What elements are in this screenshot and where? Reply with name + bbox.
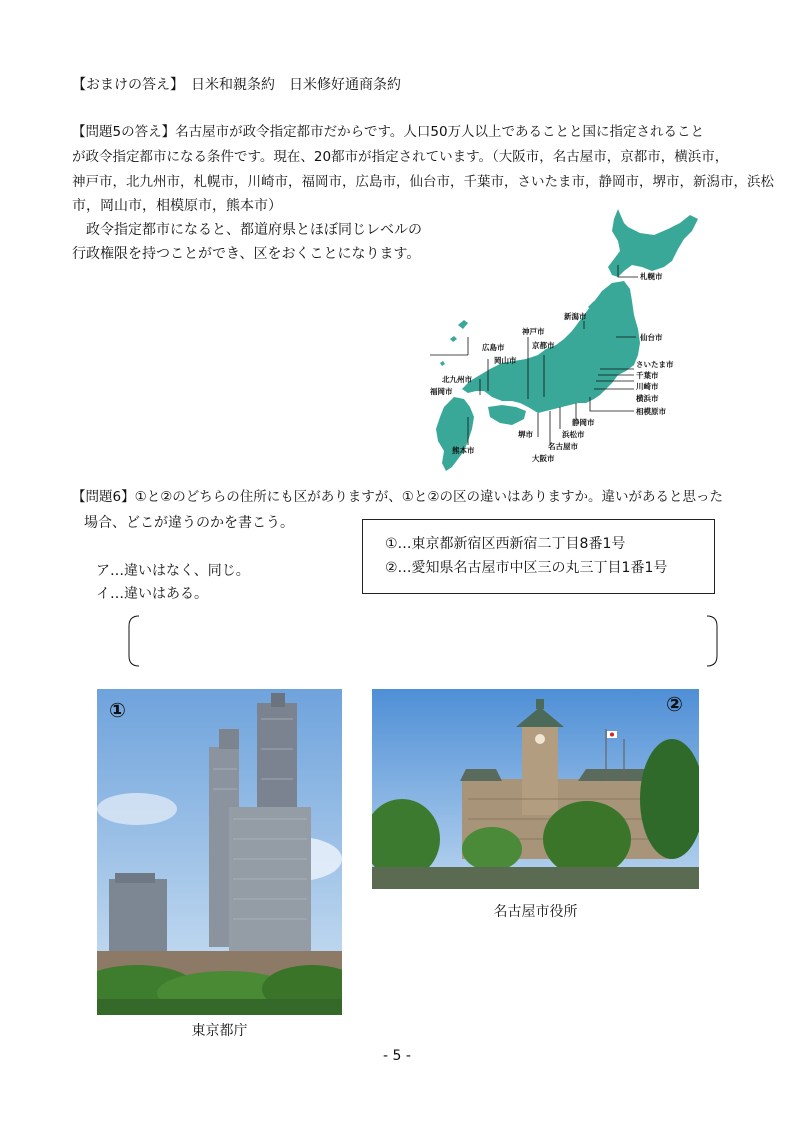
map-label-hiroshima: 広島市 — [482, 343, 505, 352]
photo-1-badge: ① — [109, 698, 126, 722]
map-label-fukuoka: 福岡市 — [430, 387, 453, 396]
address-1: ①…東京都新宿区西新宿二丁目8番1号 — [385, 536, 626, 552]
map-label-kawasaki: 川崎市 — [636, 382, 659, 391]
address-2: ②…愛知県名古屋市中区三の丸三丁目1番1号 — [385, 560, 668, 576]
nagoya-building-image — [372, 689, 699, 889]
map-label-sakai: 堺市 — [518, 430, 533, 439]
answer-bracket[interactable] — [127, 614, 719, 668]
map-label-hamamatsu: 浜松市 — [562, 430, 585, 439]
map-label-kobe: 神戸市 — [522, 327, 545, 336]
map-label-kitakyushu: 北九州市 — [442, 375, 472, 384]
q5-line-4: 市，岡山市，相模原市，熊本市） — [72, 198, 282, 214]
address-box — [362, 519, 715, 594]
map-label-sapporo: 札幌市 — [640, 272, 663, 281]
photo-2-badge: ② — [666, 692, 683, 716]
map-label-nagoya: 名古屋市 — [548, 442, 578, 451]
map-label-kumamoto: 熊本市 — [452, 446, 475, 455]
tokyo-building-image — [97, 689, 342, 1015]
map-label-osaka: 大阪市 — [532, 454, 555, 463]
map-label-saitama: さいたま市 — [636, 360, 674, 369]
q6-line-2: 場合、どこが違うのかを書こう。 — [84, 515, 294, 531]
tokyo-caption: 東京都庁 — [191, 1023, 248, 1039]
q6-line-1: 【問題6】①と②のどちらの住所にも区がありますが、①と②の区の違いはありますか。違いがあると思った — [72, 489, 723, 505]
japan-map — [428, 205, 710, 477]
q5-line-3: 神戸市，北九州市，札幌市，川崎市，福岡市，広島市，仙台市，千葉市，さいたま市，静岡市，堺市，新潟市，浜松 — [72, 174, 774, 190]
q5-line-5: 政令指定都市になると、都道府県とほぼ同じレベルの — [72, 222, 422, 238]
q5-line-1: 【問題5の答え】名古屋市が政令指定都市だからです。人口50万人以上であることと国に指定されること — [72, 124, 705, 140]
map-label-sendai: 仙台市 — [640, 333, 663, 342]
map-label-yokohama: 横浜市 — [636, 394, 659, 403]
map-label-kyoto: 京都市 — [532, 341, 555, 350]
nagoya-photo — [372, 689, 699, 889]
map-label-niigata: 新潟市 — [564, 312, 587, 321]
option-a: ア…違いはなく、同じ。 — [96, 563, 250, 579]
map-label-chiba: 千葉市 — [636, 371, 659, 380]
map-label-shizuoka: 静岡市 — [572, 418, 595, 427]
option-i: イ…違いはある。 — [96, 586, 208, 602]
tokyo-photo — [97, 689, 342, 1015]
omake-answer: 【おまけの答え】 日米和親条約 日米修好通商条約 — [72, 77, 401, 93]
q5-line-2: が政令指定都市になる条件です。現在、20都市が指定されています。（大阪市，名古屋市，京都市，横浜市， — [72, 149, 729, 165]
q5-line-6: 行政権限を持つことができ、区をおくことになります。 — [72, 246, 421, 262]
map-label-okayama: 岡山市 — [494, 356, 517, 365]
page-number: - 5 - — [383, 1048, 411, 1064]
nagoya-caption: 名古屋市役所 — [493, 904, 578, 920]
map-label-sagamihara: 相模原市 — [636, 407, 666, 416]
